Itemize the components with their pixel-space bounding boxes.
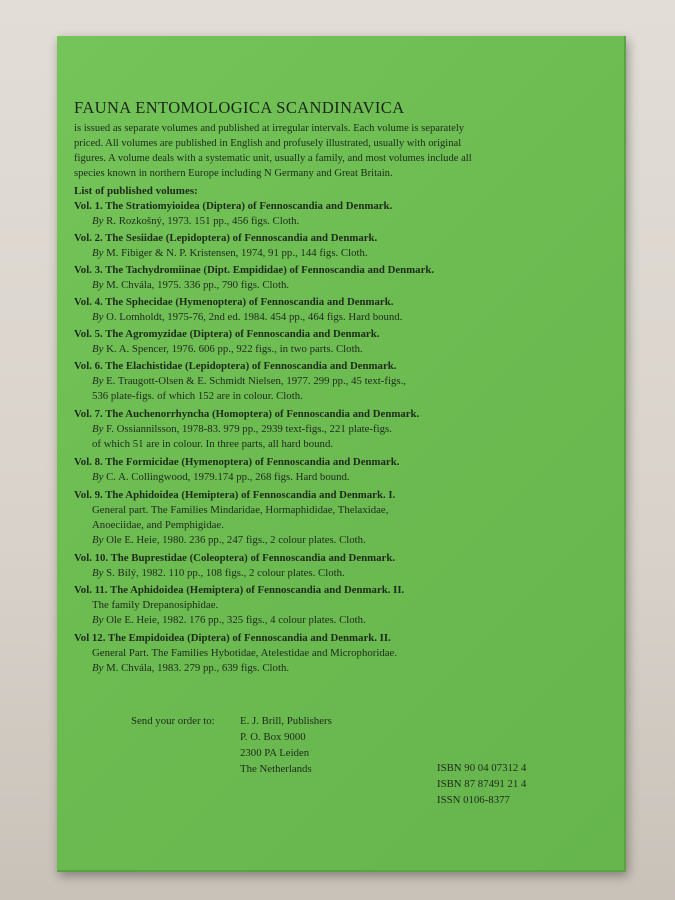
series-title: FAUNA ENTOMOLOGICA SCANDINAVICA xyxy=(74,98,405,117)
volume-title: Vol 12. The Empidoidea (Diptera) of Fennoscandia and Denmark. II. xyxy=(74,632,391,644)
volume-title: Vol. 5. The Agromyzidae (Diptera) of Fennoscandia and Denmark. xyxy=(74,328,380,340)
intro-line: priced. All volumes are published in English and profusely illustrated, usually with original xyxy=(74,138,462,149)
volume-detail: By C. A. Collingwood, 1979.174 pp., 268 figs. Hard bound. xyxy=(92,471,350,483)
volume-detail: By S. Bílý, 1982. 110 pp., 108 figs., 2 colour plates. Cloth. xyxy=(92,567,345,579)
volume-detail: General part. The Families Mindaridae, Hormaphididae, Thelaxidae, xyxy=(92,504,389,516)
volume-detail: By M. Chvála, 1975. 336 pp., 790 figs. Cloth. xyxy=(92,279,290,291)
volume-title: Vol. 11. The Aphidoidea (Hemiptera) of Fennoscandia and Denmark. II. xyxy=(74,584,405,596)
isbn-line: ISBN 90 04 07312 4 xyxy=(437,762,527,774)
volume-detail: The family Drepanosiphidae. xyxy=(92,599,219,611)
volume-detail: By Ole E. Heie, 1980. 236 pp., 247 figs., 2 colour plates. Cloth. xyxy=(92,534,366,546)
volume-title: Vol. 4. The Sphecidae (Hymenoptera) of Fennoscandia and Denmark. xyxy=(74,296,394,308)
volume-title: Vol. 8. The Formicidae (Hymenoptera) of Fennoscandia and Denmark. xyxy=(74,456,400,468)
intro-line: species known in northern Europe including N Germany and Great Britain. xyxy=(74,168,393,179)
volume-detail: General Part. The Families Hybotidae, Atelestidae and Microphoridae. xyxy=(92,647,398,659)
volume-title: Vol. 1. The Stratiomyioidea (Diptera) of Fennoscandia and Denmark. xyxy=(74,200,393,212)
volume-detail: By E. Traugott-Olsen & E. Schmidt Nielsen, 1977. 299 pp., 45 text-figs., xyxy=(92,375,406,387)
volume-detail: of which 51 are in colour. In three parts, all hard bound. xyxy=(92,438,334,450)
volume-title: Vol. 9. The Aphidoidea (Hemiptera) of Fennoscandia and Denmark. I. xyxy=(74,489,396,501)
order-label: Send your order to: xyxy=(131,715,215,727)
volume-detail: 536 plate-figs. of which 152 are in colour. Cloth. xyxy=(92,390,303,402)
address-line: E. J. Brill, Publishers xyxy=(240,715,332,727)
volume-title: Vol. 10. The Buprestidae (Coleoptera) of Fennoscandia and Denmark. xyxy=(74,552,396,564)
address-line: The Netherlands xyxy=(240,763,312,775)
volume-detail: By M. Fibiger & N. P. Kristensen, 1974, 91 pp., 144 figs. Cloth. xyxy=(92,247,368,259)
volume-detail: By O. Lomholdt, 1975-76, 2nd ed. 1984. 454 pp., 464 figs. Hard bound. xyxy=(92,311,403,323)
address-line: P. O. Box 9000 xyxy=(240,731,306,743)
volume-detail: By K. A. Spencer, 1976. 606 pp., 922 figs., in two parts. Cloth. xyxy=(92,343,363,355)
volume-detail: By F. Ossiannilsson, 1978-83. 979 pp., 2939 text-figs., 221 plate-figs. xyxy=(92,423,392,435)
intro-line: is issued as separate volumes and published at irregular intervals. Each volume is separately xyxy=(74,123,465,134)
intro-line: figures. A volume deals with a systematic unit, usually a family, and most volumes include all xyxy=(74,153,472,164)
list-heading: List of published volumes: xyxy=(74,185,198,197)
volume-title: Vol. 2. The Sesiidae (Lepidoptera) of Fennoscandia and Denmark. xyxy=(74,232,378,244)
issn-line: ISSN 0106-8377 xyxy=(437,794,510,806)
volume-detail: By R. Rozkošný, 1973. 151 pp., 456 figs. Cloth. xyxy=(92,215,300,227)
volume-title: Vol. 7. The Auchenorrhyncha (Homoptera) of Fennoscandia and Denmark. xyxy=(74,408,420,420)
volume-detail: Anoeciidae, and Pemphigidae. xyxy=(92,519,224,531)
isbn-line: ISBN 87 87491 21 4 xyxy=(437,778,527,790)
volume-title: Vol. 3. The Tachydromiinae (Dipt. Empididae) of Fennoscandia and Denmark. xyxy=(74,264,435,276)
volume-detail: By M. Chvála, 1983. 279 pp., 639 figs. Cloth. xyxy=(92,662,290,674)
volume-title: Vol. 6. The Elachistidae (Lepidoptera) of Fennoscandia and Denmark. xyxy=(74,360,397,372)
address-line: 2300 PA Leiden xyxy=(240,747,310,759)
volume-detail: By Ole E. Heie, 1982. 176 pp., 325 figs., 4 colour plates. Cloth. xyxy=(92,614,366,626)
